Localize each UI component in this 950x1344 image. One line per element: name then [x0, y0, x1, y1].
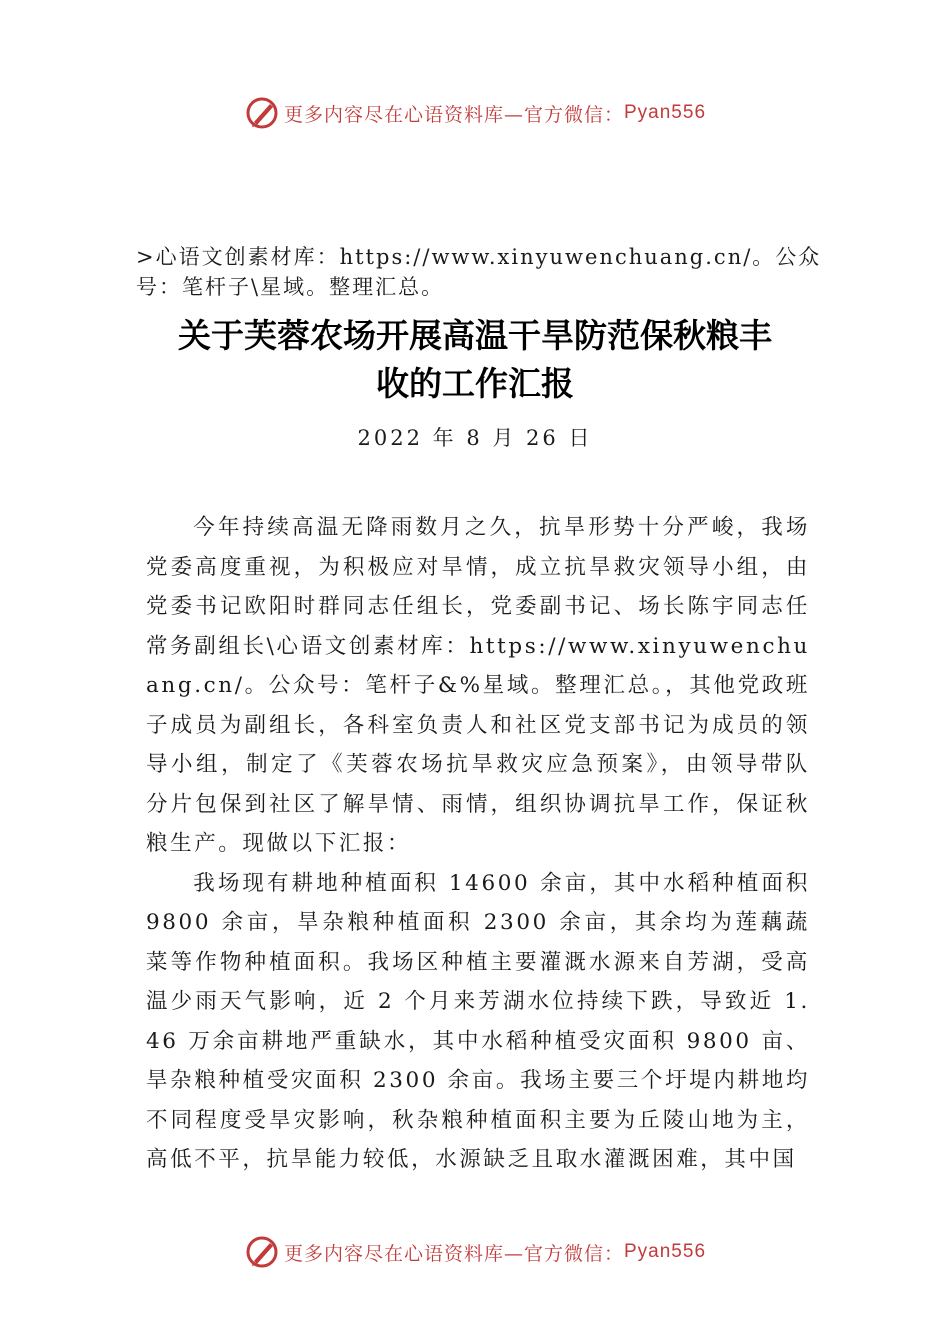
source-note: >心语文创素材库：https://www.xinyuwenchuang.cn/。公众号：笔杆子\星域。整理汇总。: [136, 245, 822, 299]
banner-text: 更多内容尽在心语资料库—官方微信：: [283, 1242, 624, 1265]
document-body: [146, 508, 810, 1198]
title-line-2: 收的工作汇报: [376, 364, 574, 403]
banner-text: 更多内容尽在心语资料库—官方微信：: [283, 103, 624, 126]
banner-wechat-id: Pyan556: [624, 102, 707, 123]
paragraph-1: 今年持续高温无降雨数月之久，抗旱形势十分严峻，我场党委高度重视，为积极应对旱情，成立抗旱救灾领导小组，由党委书记欧阳时群同志任组长，党委副书记、场长陈宇同志任常务副组长\心语文创素材库：https://www.xinyuwenchuang.cn/。公众号：笔杆子&%星域。整理汇总。，其他党政班子成员为副组长，各科室负责人和社区党支部书记为成员的领导小组，制定了《芙蓉农场抗旱救灾应急预案》，由领导带队分片包保到社区了解旱情、雨情，组织协调抗旱工作，保证秋粮生产。现做以下汇报：: [146, 515, 810, 856]
banner-wechat-id: Pyan556: [624, 1241, 707, 1262]
paragraph-2: 我场现有耕地种植面积 14600 余亩，其中水稻种植面积 9800 余亩，旱杂粮种植面积 2300 余亩，其余均为莲藕蔬菜等作物种植面积。我场区种植主要灌溉水源来自芳湖，受高温少雨天气影响，近 2 个月来芳湖水位持续下跌，导致近 1.46 万余亩耕地严重缺水，其中水稻种植受灾面积 9800 亩、旱杂粮种植受灾面积 2300 余亩。我场主要三个圩堤内耕地均不同程度受旱灾影响，秋杂粮种植面积主要为丘陵山地为主， 高低不平，抗旱能力较低，水源缺乏且取水灌溉困难，其中国: [146, 870, 810, 1172]
pen-seal-icon: [244, 1234, 280, 1270]
footer-banner: [0, 1234, 950, 1270]
document-date: 2022 年 8 月 26 日: [357, 426, 593, 450]
document-title: [130, 312, 820, 408]
header-banner: [0, 95, 950, 131]
pen-seal-icon: [244, 95, 280, 131]
title-line-1: 关于芙蓉农场开展高温干旱防范保秋粮丰: [178, 316, 772, 355]
